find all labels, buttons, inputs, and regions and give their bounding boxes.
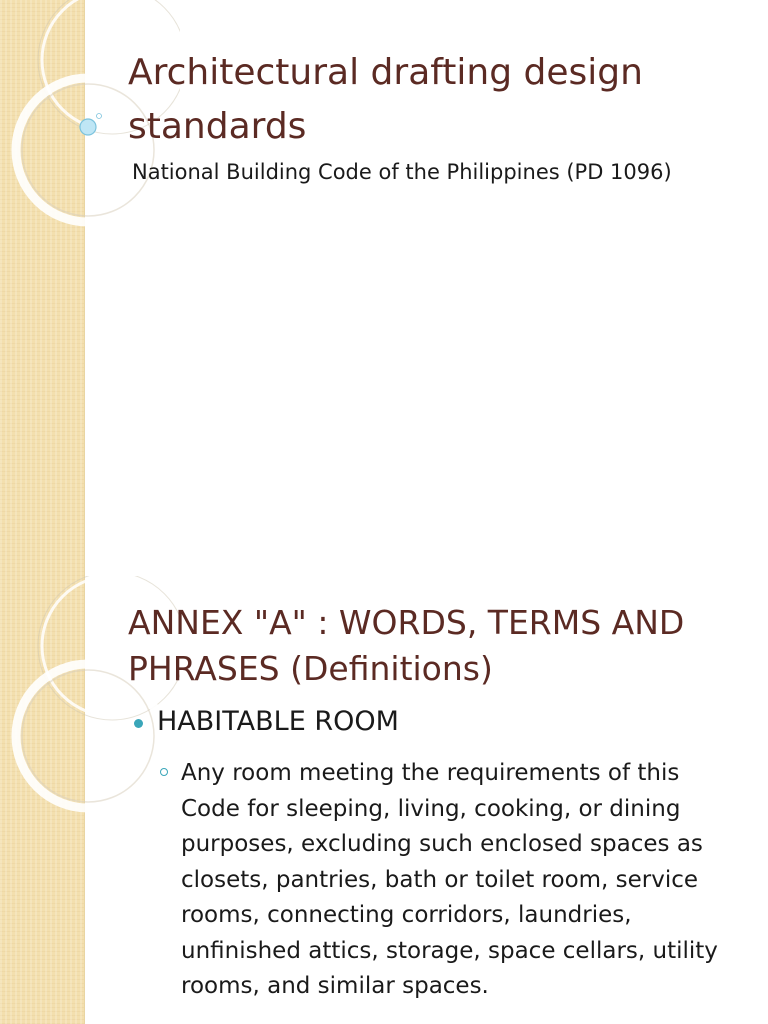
sub-bullet-ring-icon	[160, 768, 168, 776]
slide-title: Architectural drafting design standards	[128, 52, 643, 147]
bullet-text: HABITABLE ROOM	[157, 706, 399, 737]
slide-2	[0, 576, 768, 1024]
slide-heading: ANNEX "A" : WORDS, TERMS AND PHRASES (Definitions)	[128, 603, 685, 688]
bullet-item	[134, 704, 734, 740]
bullet-dot-icon	[134, 719, 143, 728]
sub-bullet-item	[160, 756, 730, 1005]
decorative-sidebar	[0, 576, 85, 1024]
sub-bullet-text: Any room meeting the requirements of this Code for sleeping, living, cooking, or dining purposes, excluding such enclosed spaces as closets, pantries, bath or toilet room, service rooms, connecting corridors, laundries, unfinished attics, storage, space cellars, utility rooms, and similar spaces.	[181, 760, 718, 999]
slide-subtitle: National Building Code of the Philippines (PD 1096)	[132, 160, 672, 184]
decorative-sidebar	[0, 0, 85, 576]
